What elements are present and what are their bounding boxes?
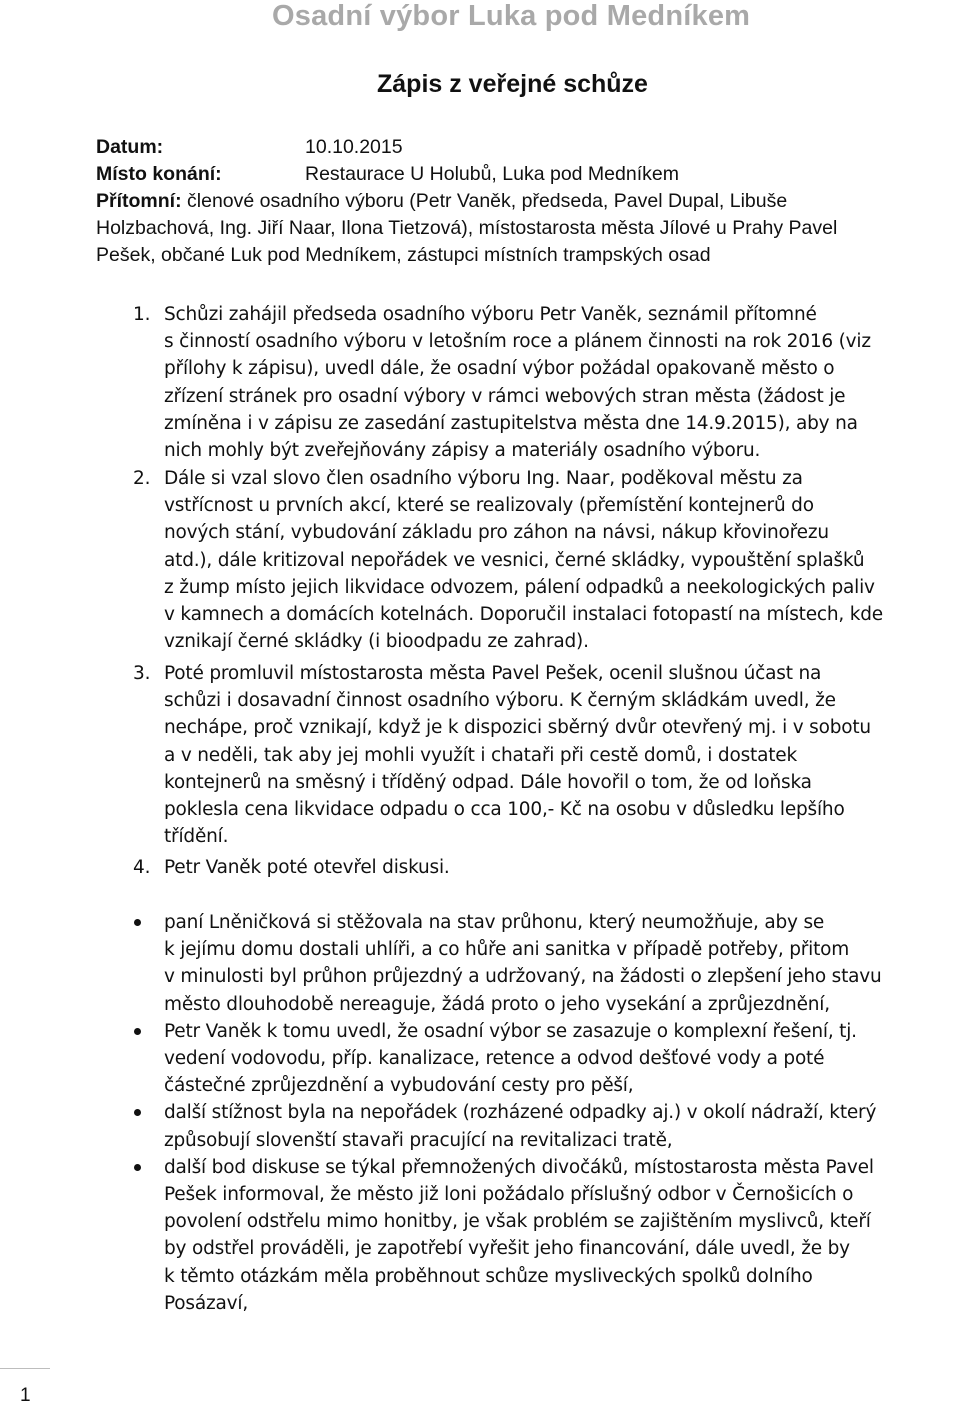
footer-divider — [0, 1368, 50, 1369]
bullet-dot-icon — [134, 1109, 141, 1116]
bullet-text — [164, 1154, 934, 1317]
date-row — [96, 134, 956, 161]
place-value: Restaurace U Holubů, Luka pod Medníkem — [305, 163, 679, 185]
text-line: Posázaví, — [164, 1292, 249, 1314]
item-text — [164, 465, 934, 655]
bullet-item — [133, 1018, 933, 1100]
date-label: Datum: — [96, 136, 164, 158]
page-number: 1 — [20, 1385, 31, 1406]
text-line: nich mohly být zveřejňovány zápisy a materiály osadního výboru. — [164, 440, 761, 462]
text-line: v minulosti byl průhon průjezdný a udržovaný, na žádosti o zlepšení jeho stavu — [164, 966, 882, 988]
bullet-dot-icon — [134, 1028, 141, 1035]
text-line: a v neděli, tak aby jej mohli využít i chataři při cestě domů, i dostatek — [164, 744, 797, 766]
text-line: poklesla cena likvidace odpadu o cca 100,- Kč na osobu v důsledku lepšího — [164, 799, 845, 821]
text-line: přílohy k zápisu), uvedl dále, že osadní výbor požádal opakovaně město o — [164, 358, 835, 380]
place-label: Místo konání: — [96, 163, 222, 185]
text-line: k těmto otázkám měla proběhnout schůze mysliveckých spolků dolního — [164, 1265, 813, 1287]
text-line: Schůzi zahájil předseda osadního výboru Petr Vaněk, seznámil přítomné — [164, 304, 817, 325]
text-line: kontejnerů na směsný i tříděný odpad. Dále hovořil o tom, že od loňska — [164, 771, 812, 793]
discussion-bullets — [133, 909, 933, 1317]
text-line: Poté promluvil místostarosta města Pavel Pešek, ocenil slušnou účast na — [164, 663, 822, 684]
present-line-2: Pešek, občané Luk pod Medníkem, zástupci místních trampských osad — [96, 244, 711, 266]
text-line: vstřícnost u prvních akcí, které se realizovaly (přemístění kontejnerů do — [164, 495, 814, 517]
item-number: 3. — [133, 663, 151, 684]
text-line: by odstřel prováděli, je zapotřebí vyřešit jeho financování, dále uvedl, že by — [164, 1238, 850, 1260]
date-value: 10.10.2015 — [305, 136, 403, 158]
item-text — [164, 660, 934, 850]
text-line: Dále si vzal slovo člen osadního výboru Ing. Naar, poděkoval městu za — [164, 468, 803, 489]
meta-block — [96, 134, 956, 269]
bullet-item — [133, 909, 933, 1018]
text-line: částečné zprůjezdnění a vybudování cesty pro pěší, — [164, 1075, 634, 1097]
text-line: schůzi i dosavadní činnost osadního výboru. K černým skládkám uvedl, že — [164, 690, 836, 712]
document-title: Zápis z veřejné schůze — [377, 70, 648, 98]
present-line-0: členové osadního výboru (Petr Vaněk, předseda, Pavel Dupal, Libuše — [187, 190, 788, 212]
present-label: Přítomní: — [96, 190, 182, 212]
text-line: Pešek informoval, že město již loni požádalo příslušný odbor v Černošicích o — [164, 1184, 854, 1206]
text-line: vznikají černé skládky (i bioodpadu ze zahrad). — [164, 631, 589, 653]
text-line: vedení vodovodu, příp. kanalizace, retence a odvod dešťové vody a poté — [164, 1048, 825, 1070]
bullet-dot-icon — [134, 919, 141, 926]
text-line: Petr Vaněk k tomu uvedl, že osadní výbor se zasazuje o komplexní řešení, tj. — [164, 1020, 857, 1042]
text-line: zmíněna i v zápisu ze zasedání zastupitelstva města dne 14.9.2015), aby na — [164, 412, 858, 434]
text-line: povolení odstřelu mimo honitby, je však problém se zajištěním myslivců, kteří — [164, 1211, 871, 1233]
text-line: způsobují slovenští stavaři pracující na revitalizaci tratě, — [164, 1129, 673, 1151]
item-number: 1. — [133, 304, 151, 325]
place-row — [96, 161, 956, 188]
bullet-item — [133, 1154, 933, 1317]
text-line: z žump místo jejich likvidace odvozem, pálení odpadků a neekologických paliv — [164, 576, 875, 598]
text-line: k jejímu domu dostali uhlíři, a co hůře ani sanitka v případě potřeby, přitom — [164, 939, 850, 961]
item-number: 2. — [133, 468, 151, 489]
text-line: město dlouhodobě nereaguje, žádá proto o jeho vysekání a zprůjezdnění, — [164, 993, 830, 1015]
bullet-text — [164, 1018, 934, 1100]
text-line: další bod diskuse se týkal přemnožených divočáků, místostarosta města Pavel — [164, 1156, 874, 1178]
text-line: paní Lněničková si stěžovala na stav průhonu, který neumožňuje, aby se — [164, 912, 825, 933]
text-line: s činností osadního výboru v letošním roce a plánem činnosti na rok 2016 (viz — [164, 331, 871, 353]
bullet-text — [164, 909, 934, 1018]
item-number: 4. — [133, 857, 151, 878]
text-line: další stížnost byla na nepořádek (rozházené odpadky aj.) v okolí nádraží, který — [164, 1102, 877, 1124]
text-line: atd.), dále kritizoval nepořádek ve vesnici, černé skládky, vypouštění splašků — [164, 549, 865, 571]
text-line: Petr Vaněk poté otevřel diskusi. — [164, 857, 450, 878]
bullet-text — [164, 1099, 934, 1153]
text-line: nových stání, vybudování základu pro záhon na návsi, nákup křovinořezu — [164, 522, 829, 544]
text-line: třídění. — [164, 826, 229, 848]
text-line: v kamnech a domácích kotelnách. Doporučil instalaci fotopastí na místech, kde — [164, 604, 883, 626]
present-line-1: Holzbachová, Ing. Jiří Naar, Ilona Tietzová), místostarosta města Jílové u Prahy Pavel — [96, 217, 838, 239]
present-row — [96, 188, 956, 269]
text-line: nechápe, proč vznikají, když je k dispozici sběrný dvůr otevřený mj. i v sobotu — [164, 717, 871, 739]
item-text — [164, 301, 934, 464]
text-line: zřízení stránek pro osadní výbory v rámci webových stran města (žádost je — [164, 385, 846, 407]
item-text — [164, 854, 934, 881]
bullet-item — [133, 1099, 933, 1153]
organization-heading: Osadní výbor Luka pod Medníkem — [272, 0, 751, 32]
bullet-dot-icon — [134, 1164, 141, 1171]
